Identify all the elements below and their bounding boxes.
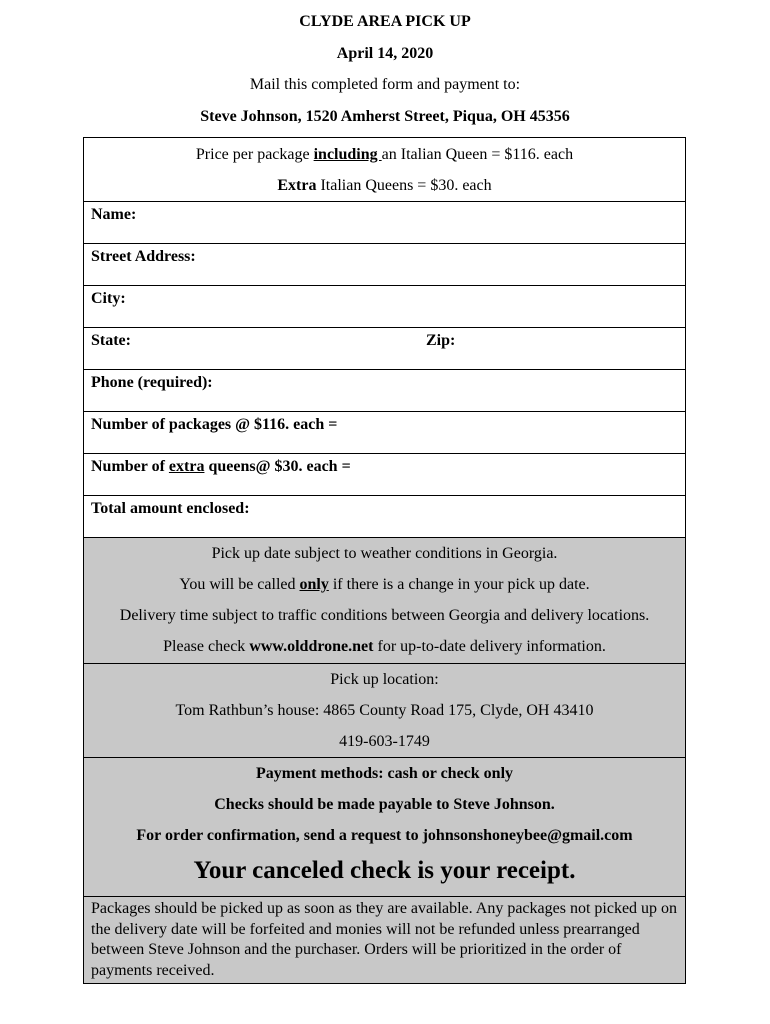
receipt-notice: Your canceled check is your receipt.: [193, 857, 576, 884]
payable-to: Checks should be made payable to Steve Johnson.: [214, 796, 555, 813]
city-field[interactable]: [84, 286, 685, 328]
terms-section: [84, 897, 685, 983]
order-form: [83, 137, 686, 984]
including-emphasis: including: [313, 146, 382, 163]
extra-queen-price-line: [84, 170, 685, 201]
website-notice: [84, 631, 685, 662]
total-amount-label: Total amount enclosed:: [91, 500, 250, 517]
only-emphasis: only: [299, 576, 329, 593]
pickup-date: April 14, 2020: [336, 45, 434, 62]
packages-count-field[interactable]: [84, 412, 685, 454]
mail-address: Steve Johnson, 1520 Amherst Street, Piqua, OH 45356: [200, 108, 570, 125]
total-amount-field[interactable]: [84, 496, 685, 538]
phone-field[interactable]: [84, 370, 685, 412]
name-label: Name:: [91, 206, 137, 223]
state-label: State:: [91, 332, 131, 349]
form-title: CLYDE AREA PICK UP: [299, 13, 471, 30]
package-price-line: [84, 139, 685, 170]
street-address-field[interactable]: [84, 244, 685, 286]
delivery-notice-section: [84, 538, 685, 664]
weather-notice: Pick up date subject to weather conditions in Georgia.: [211, 545, 558, 562]
payment-section: [84, 758, 685, 897]
website-notice-prefix: Please check: [163, 638, 250, 655]
pickup-phone: 419-603-1749: [339, 733, 430, 750]
terms-text: Packages should be picked up as soon as they are available. Any packages not picked up on the delivery date will be forfeited and monies will not be refunded unless prearranged between Steve Johnson and the purchaser. Orders will be prioritized in the order of payments received.: [91, 900, 678, 979]
call-notice-prefix: You will be called: [179, 576, 300, 593]
call-notice: [84, 569, 685, 600]
pricing-section: [84, 138, 685, 202]
extra-queen-price: Italian Queens = $30. each: [316, 177, 492, 194]
extra-queens-prefix: Number of: [91, 458, 169, 475]
package-price-suffix: an Italian Queen = $116. each: [381, 146, 574, 163]
city-label: City:: [91, 290, 126, 307]
extra-emphasis: extra: [168, 458, 205, 475]
call-notice-suffix: if there is a change in your pick up date.: [328, 576, 590, 593]
zip-label: Zip:: [426, 332, 456, 349]
extra-label: Extra: [277, 177, 317, 194]
extra-queens-suffix: queens@ $30. each =: [204, 458, 351, 475]
website-notice-suffix: for up-to-date delivery information.: [373, 638, 606, 655]
pickup-location-section: [84, 664, 685, 758]
state-zip-field[interactable]: [84, 328, 685, 370]
pickup-address: Tom Rathbun’s house: 4865 County Road 175, Clyde, OH 43410: [175, 702, 594, 719]
pickup-location-label: Pick up location:: [330, 671, 439, 688]
packages-count-label: Number of packages @ $116. each =: [91, 416, 338, 433]
order-confirmation: For order confirmation, send a request to johnsonshoneybee@gmail.com: [136, 827, 633, 844]
mail-instruction: Mail this completed form and payment to:: [249, 76, 521, 93]
street-address-label: Street Address:: [91, 248, 196, 265]
phone-label: Phone (required):: [91, 374, 213, 391]
traffic-notice: Delivery time subject to traffic conditions between Georgia and delivery locations.: [119, 607, 650, 624]
website-link[interactable]: www.olddrone.net: [249, 638, 374, 655]
package-price-prefix: Price per package: [195, 146, 314, 163]
payment-methods: Payment methods: cash or check only: [255, 765, 514, 782]
extra-queens-field[interactable]: [84, 454, 685, 496]
name-field[interactable]: [84, 202, 685, 244]
